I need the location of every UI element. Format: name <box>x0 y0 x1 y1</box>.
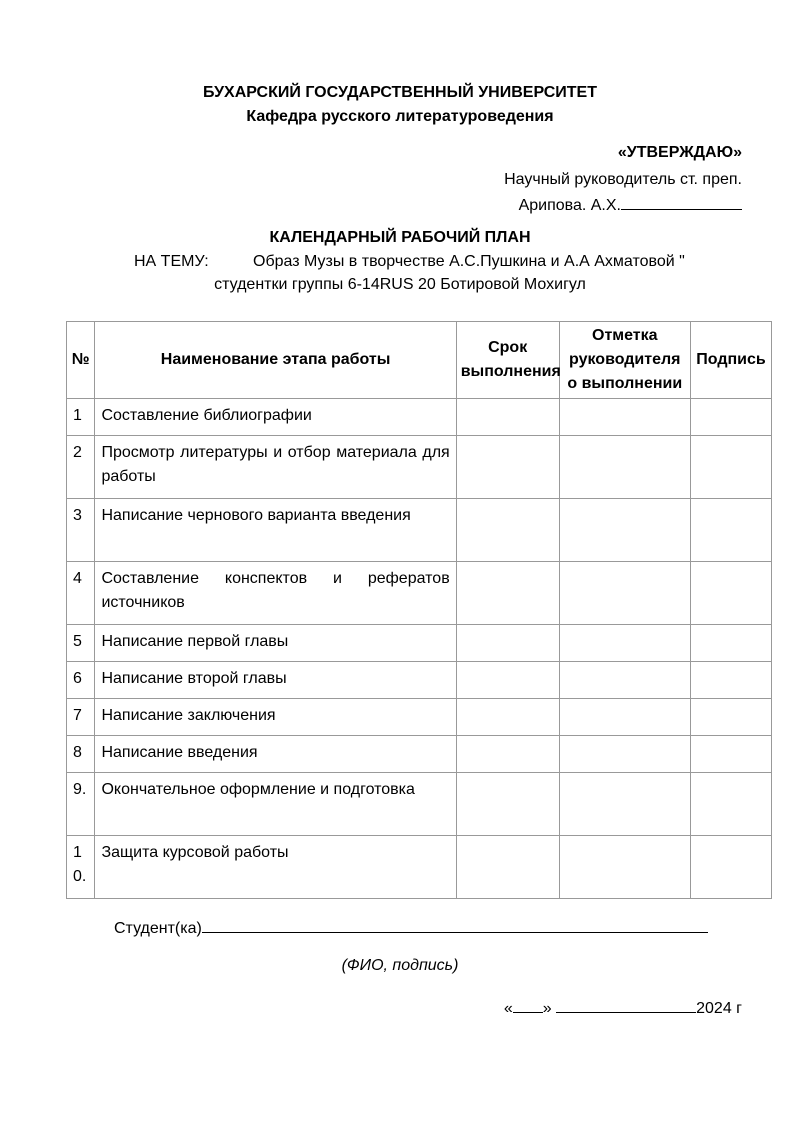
work-plan-table <box>66 321 772 899</box>
row-number: 6 <box>67 662 95 699</box>
row-mark-cell[interactable] <box>559 399 690 436</box>
row-number: 2 <box>67 436 95 499</box>
table-row <box>67 773 772 836</box>
row-deadline-cell[interactable] <box>456 562 559 625</box>
row-number: 4 <box>67 562 95 625</box>
department-name: Кафедра русского литературоведения <box>246 108 554 125</box>
table-row <box>67 399 772 436</box>
row-stage-name: Написание введения <box>95 736 456 773</box>
row-stage-name: Написание второй главы <box>95 662 456 699</box>
advisor-signature-line <box>519 194 742 215</box>
row-deadline-cell[interactable] <box>456 436 559 499</box>
table-header-row <box>67 322 772 399</box>
row-signature-cell[interactable] <box>690 499 771 562</box>
header-stage-name: Наименование этапа работы <box>95 322 456 399</box>
row-mark-cell[interactable] <box>559 625 690 662</box>
row-deadline-cell[interactable] <box>456 699 559 736</box>
row-stage-name: Составление библиографии <box>95 399 456 436</box>
row-signature-cell[interactable] <box>690 625 771 662</box>
header-deadline: Срок выполнения <box>456 322 559 399</box>
row-stage-name: Написание чернового варианта введения <box>95 499 456 562</box>
row-mark-cell[interactable] <box>559 499 690 562</box>
table-row <box>67 736 772 773</box>
row-signature-cell[interactable] <box>690 562 771 625</box>
student-signature-blank[interactable] <box>202 917 708 933</box>
date-open-quote: « <box>503 1000 513 1017</box>
advisor-signature-blank[interactable] <box>621 194 742 210</box>
row-number: 3 <box>67 499 95 562</box>
row-number: 8 <box>67 736 95 773</box>
row-stage-name: Просмотр литературы и отбор материала для работы <box>95 436 456 499</box>
header-number: № <box>67 322 95 399</box>
table-row <box>67 499 772 562</box>
row-deadline-cell[interactable] <box>456 736 559 773</box>
row-number: 7 <box>67 699 95 736</box>
date-line <box>504 997 742 1018</box>
day-blank[interactable] <box>513 997 543 1013</box>
header-signature: Подпись <box>690 322 771 399</box>
row-mark-cell[interactable] <box>559 736 690 773</box>
row-deadline-cell[interactable] <box>456 625 559 662</box>
row-mark-cell[interactable] <box>559 436 690 499</box>
row-signature-cell[interactable] <box>690 773 771 836</box>
row-mark-cell[interactable] <box>559 699 690 736</box>
row-stage-name: Окончательное оформление и подготовка <box>95 773 456 836</box>
row-deadline-cell[interactable] <box>456 499 559 562</box>
year-text: 2024 г <box>696 1000 742 1017</box>
row-signature-cell[interactable] <box>690 436 771 499</box>
table-row <box>67 699 772 736</box>
approval-label: «УТВЕРЖДАЮ» <box>617 144 742 161</box>
student-signature-line <box>114 917 708 938</box>
row-deadline-cell[interactable] <box>456 836 559 899</box>
fio-hint: (ФИО, подпись) <box>341 957 459 974</box>
row-signature-cell[interactable] <box>690 836 771 899</box>
student-group-line: студентки группы 6-14RUS 20 Ботировой Мохигул <box>214 276 586 293</box>
topic-text: Образ Музы в творчестве А.С.Пушкина и А.А Ахматовой " <box>253 253 685 270</box>
row-number: 5 <box>67 625 95 662</box>
row-signature-cell[interactable] <box>690 399 771 436</box>
table-row <box>67 662 772 699</box>
row-number: 10. <box>67 836 95 899</box>
month-blank[interactable] <box>556 997 696 1013</box>
row-deadline-cell[interactable] <box>456 662 559 699</box>
row-mark-cell[interactable] <box>559 562 690 625</box>
header-supervisor-mark: Отметка руководителя о выполнении <box>559 322 690 399</box>
row-number: 9. <box>67 773 95 836</box>
advisor-name: Арипова. А.Х. <box>518 197 621 214</box>
plan-title: КАЛЕНДАРНЫЙ РАБОЧИЙ ПЛАН <box>269 229 531 246</box>
row-stage-name: Защита курсовой работы <box>95 836 456 899</box>
university-name: БУХАРСКИЙ ГОСУДАРСТВЕННЫЙ УНИВЕРСИТЕТ <box>203 84 597 101</box>
row-stage-name: Написание первой главы <box>95 625 456 662</box>
table-row <box>67 436 772 499</box>
table-row <box>67 836 772 899</box>
table-row <box>67 562 772 625</box>
row-signature-cell[interactable] <box>690 662 771 699</box>
row-deadline-cell[interactable] <box>456 399 559 436</box>
row-mark-cell[interactable] <box>559 662 690 699</box>
row-stage-name: Составление конспектов и рефератов источников <box>95 562 456 625</box>
table-row <box>67 625 772 662</box>
topic-label: НА ТЕМУ: <box>134 253 209 270</box>
row-mark-cell[interactable] <box>559 773 690 836</box>
row-signature-cell[interactable] <box>690 699 771 736</box>
row-signature-cell[interactable] <box>690 736 771 773</box>
row-stage-name: Написание заключения <box>95 699 456 736</box>
row-mark-cell[interactable] <box>559 836 690 899</box>
row-deadline-cell[interactable] <box>456 773 559 836</box>
row-number: 1 <box>67 399 95 436</box>
student-label: Студент(ка) <box>114 920 202 937</box>
advisor-title: Научный руководитель ст. преп. <box>504 171 742 188</box>
date-close-quote: » <box>542 1000 552 1017</box>
